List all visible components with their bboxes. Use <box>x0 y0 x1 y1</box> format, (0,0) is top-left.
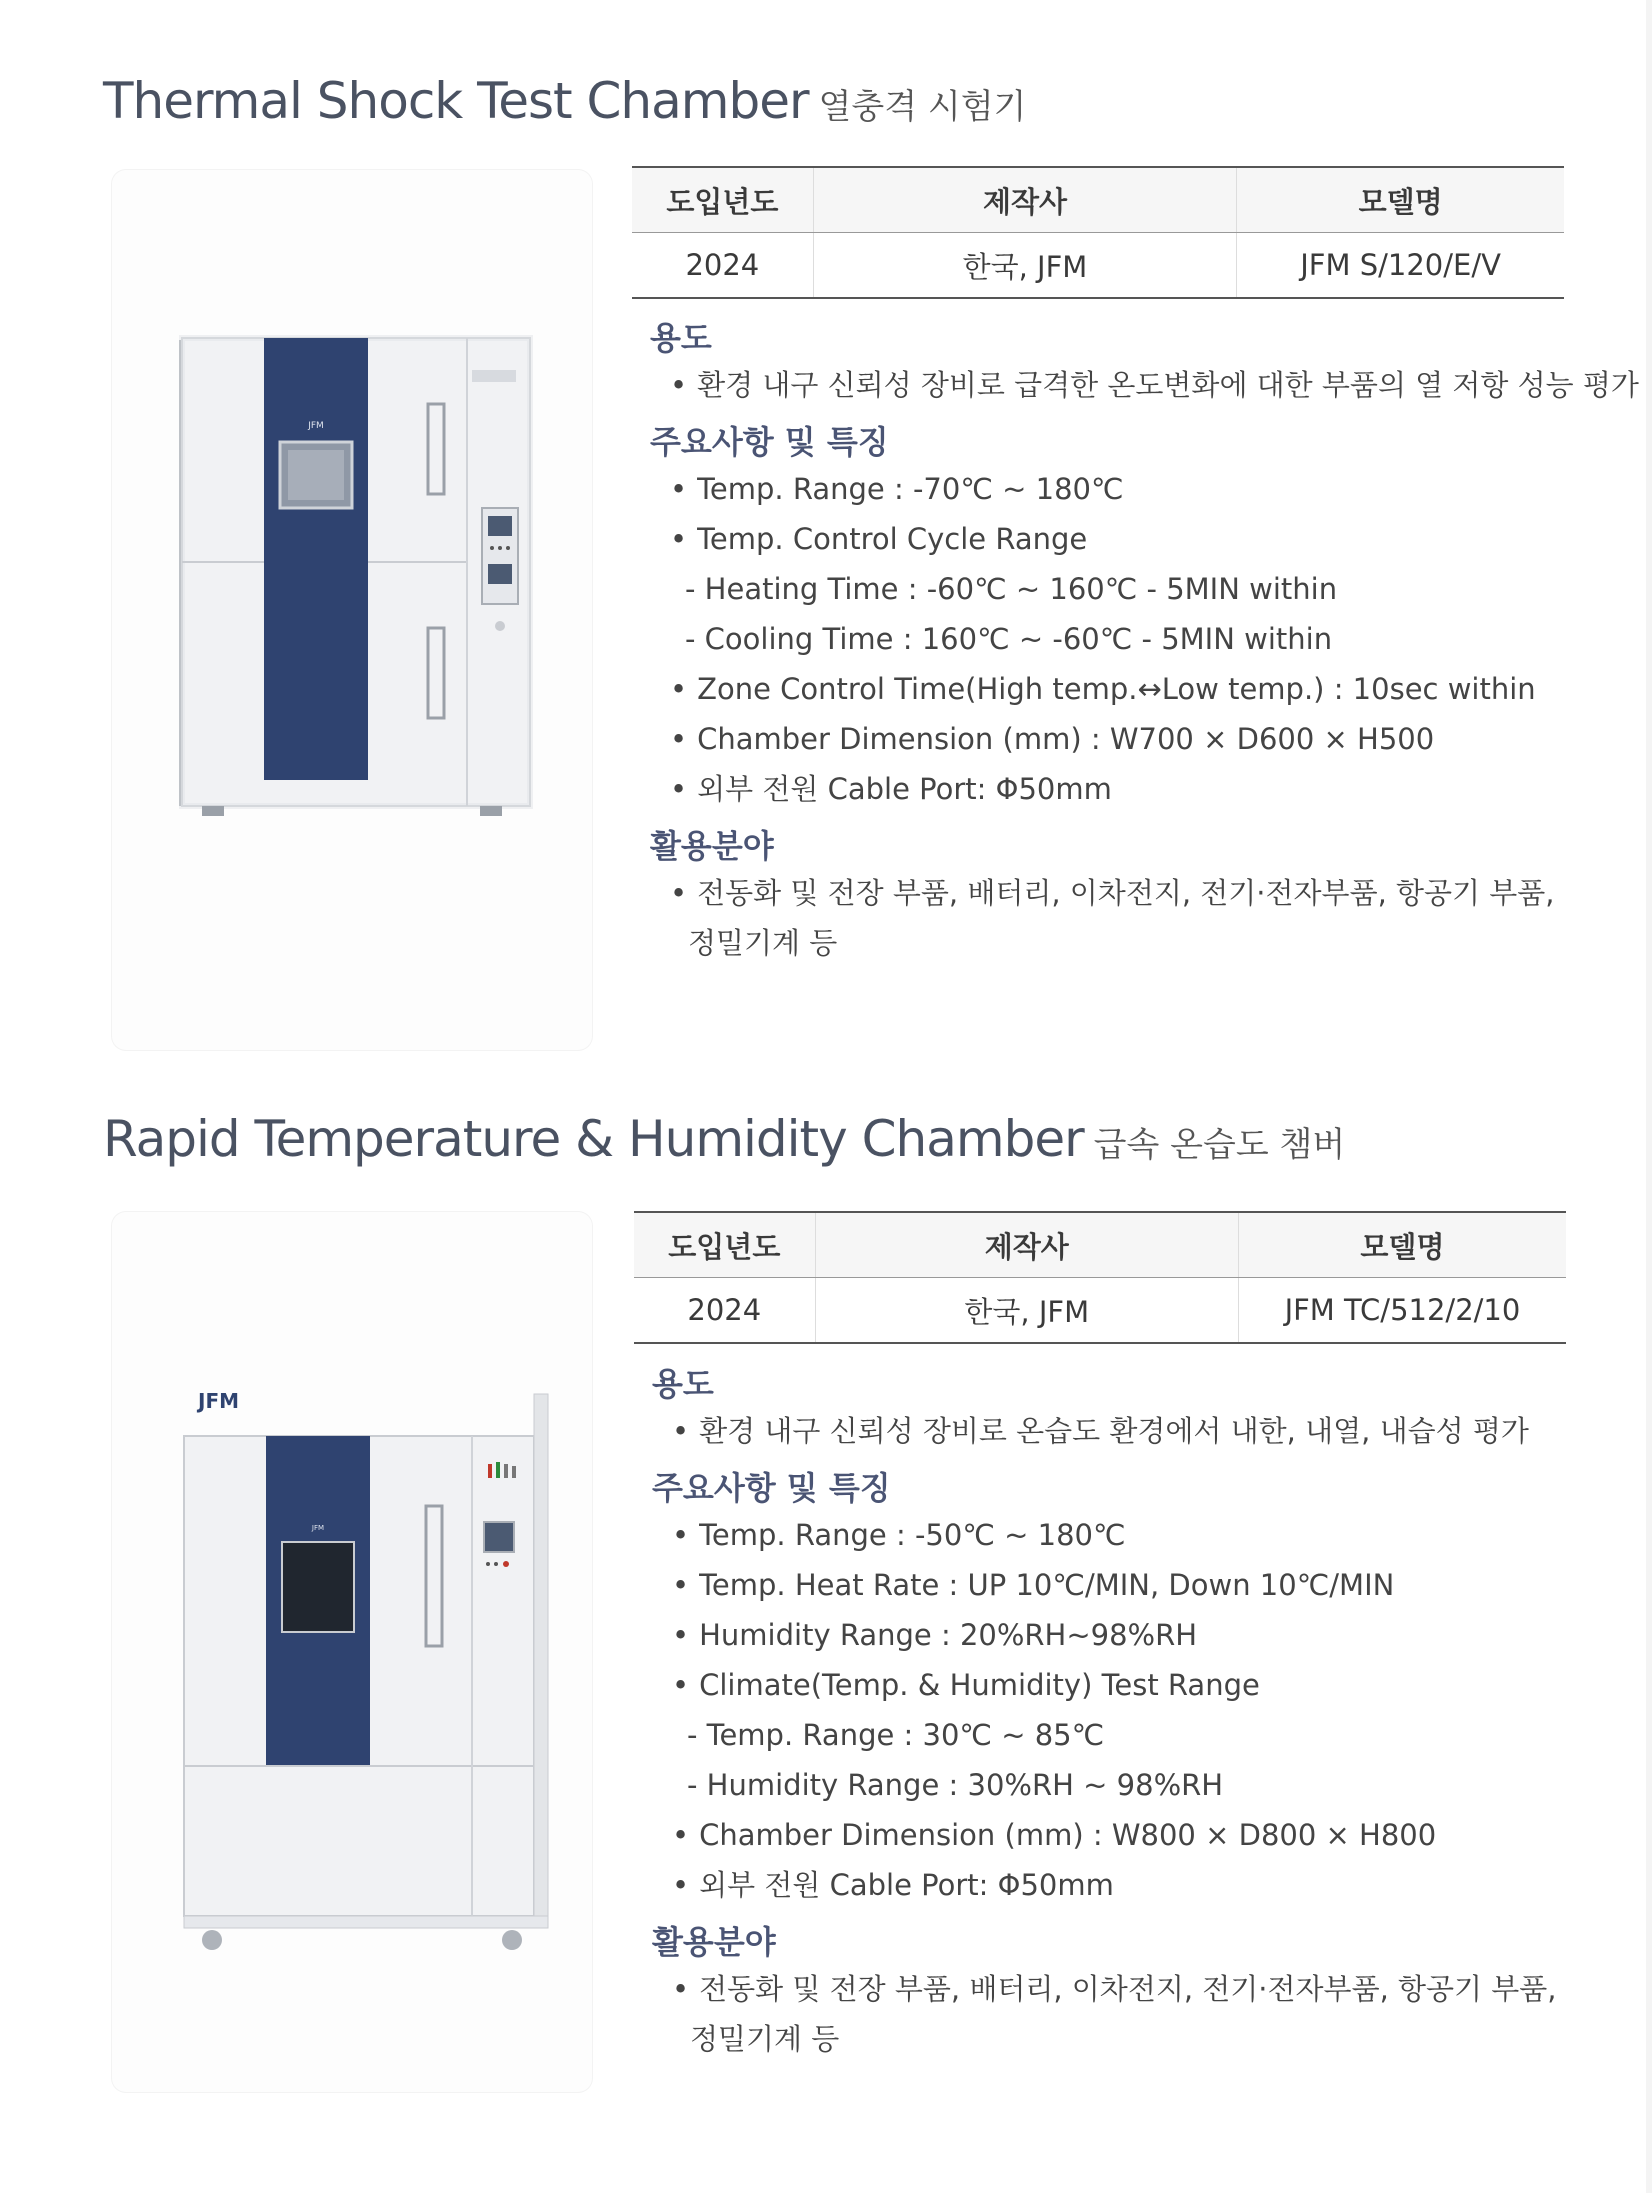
door-logo: JFM <box>311 1524 325 1532</box>
feature-item: • 외부 전원 Cable Port: Φ50mm <box>652 1860 1572 1910</box>
purpose-heading: 용도 <box>650 319 712 357</box>
spec-table <box>632 166 1564 299</box>
feature-subitem: - Heating Time : -60℃ ~ 160℃ - 5MIN within <box>685 572 1338 606</box>
header-year: 도입년도 <box>632 167 813 233</box>
feature-item: • Temp. Control Cycle Range <box>650 514 1570 564</box>
door-logo: JFM <box>308 421 324 431</box>
cell-year: 2024 <box>632 233 813 299</box>
feature-item: • Humidity Range : 20%RH~98%RH <box>652 1610 1572 1660</box>
thermal-shock-chamber-image <box>112 170 592 1050</box>
cell-model: JFM TC/512/2/10 <box>1238 1278 1566 1344</box>
temp-humidity-chamber-image <box>112 1212 592 2092</box>
product-title-en: Rapid Temperature & Humidity Chamber <box>103 1110 1084 1168</box>
product-details <box>652 1362 1572 2064</box>
product-details <box>650 316 1639 968</box>
feature-item: • Climate(Temp. & Humidity) Test Range <box>652 1660 1572 1710</box>
feature-item: • Temp. Range : -70℃ ~ 180℃ <box>650 464 1570 514</box>
feature-item: • Chamber Dimension (mm) : W800 × D800 × H800 <box>652 1810 1572 1860</box>
purpose-item: • 환경 내구 신뢰성 장비로 온습도 환경에서 내한, 내열, 내습성 평가 <box>652 1406 1572 1456</box>
spec-table-row <box>632 233 1564 299</box>
applications-heading: 활용분야 <box>650 827 774 865</box>
header-year: 도입년도 <box>634 1212 815 1278</box>
feature-item: • Temp. Heat Rate : UP 10℃/MIN, Down 10℃/MIN <box>652 1560 1572 1610</box>
applications-item: • 전동화 및 전장 부품, 배터리, 이차전지, 전기·전자부품, 항공기 부품, <box>650 868 1570 918</box>
applications-item-continued: 정밀기계 등 <box>688 926 838 960</box>
applications-heading: 활용분야 <box>652 1923 776 1961</box>
cell-manufacturer: 한국, JFM <box>815 1278 1238 1344</box>
product-title-ko: 열충격 시험기 <box>818 87 1027 127</box>
feature-item: • Zone Control Time(High temp.↔Low temp.) : 10sec within <box>650 664 1570 714</box>
product-title <box>103 1110 1345 1168</box>
product-photo <box>112 1212 592 2092</box>
purpose-heading: 용도 <box>652 1365 714 1403</box>
spec-table-header-row <box>632 167 1564 233</box>
features-heading: 주요사항 및 특징 <box>652 1469 891 1507</box>
cell-year: 2024 <box>634 1278 815 1344</box>
spec-table-row <box>634 1278 1566 1344</box>
product-photo <box>112 170 592 1050</box>
page-edge <box>1646 0 1652 2193</box>
product-title-ko: 급속 온습도 챔버 <box>1093 1125 1346 1165</box>
cell-model: JFM S/120/E/V <box>1237 233 1564 299</box>
purpose-item: • 환경 내구 신뢰성 장비로 급격한 온도변화에 대한 부품의 열 저항 성능 평가 <box>650 360 1570 410</box>
feature-subitem: - Cooling Time : 160℃ ~ -60℃ - 5MIN within <box>685 622 1333 656</box>
brand-logo: JFM <box>198 1389 240 1413</box>
header-manufacturer: 제작사 <box>813 167 1237 233</box>
feature-subitem: - Humidity Range : 30%RH ~ 98%RH <box>687 1768 1224 1802</box>
header-model: 모델명 <box>1238 1212 1566 1278</box>
feature-item: • Temp. Range : -50℃ ~ 180℃ <box>652 1510 1572 1560</box>
product-title-en: Thermal Shock Test Chamber <box>103 72 809 130</box>
header-model: 모델명 <box>1237 167 1564 233</box>
spec-table <box>634 1211 1566 1344</box>
feature-subitem: - Temp. Range : 30℃ ~ 85℃ <box>687 1718 1105 1752</box>
header-manufacturer: 제작사 <box>815 1212 1238 1278</box>
cell-manufacturer: 한국, JFM <box>813 233 1237 299</box>
spec-table-header-row <box>634 1212 1566 1278</box>
applications-item: • 전동화 및 전장 부품, 배터리, 이차전지, 전기·전자부품, 항공기 부품, <box>652 1964 1572 2014</box>
product-title <box>103 72 1026 130</box>
feature-item: • 외부 전원 Cable Port: Φ50mm <box>650 764 1570 814</box>
feature-item: • Chamber Dimension (mm) : W700 × D600 × H500 <box>650 714 1570 764</box>
features-heading: 주요사항 및 특징 <box>650 423 889 461</box>
applications-item-continued: 정밀기계 등 <box>690 2022 840 2056</box>
